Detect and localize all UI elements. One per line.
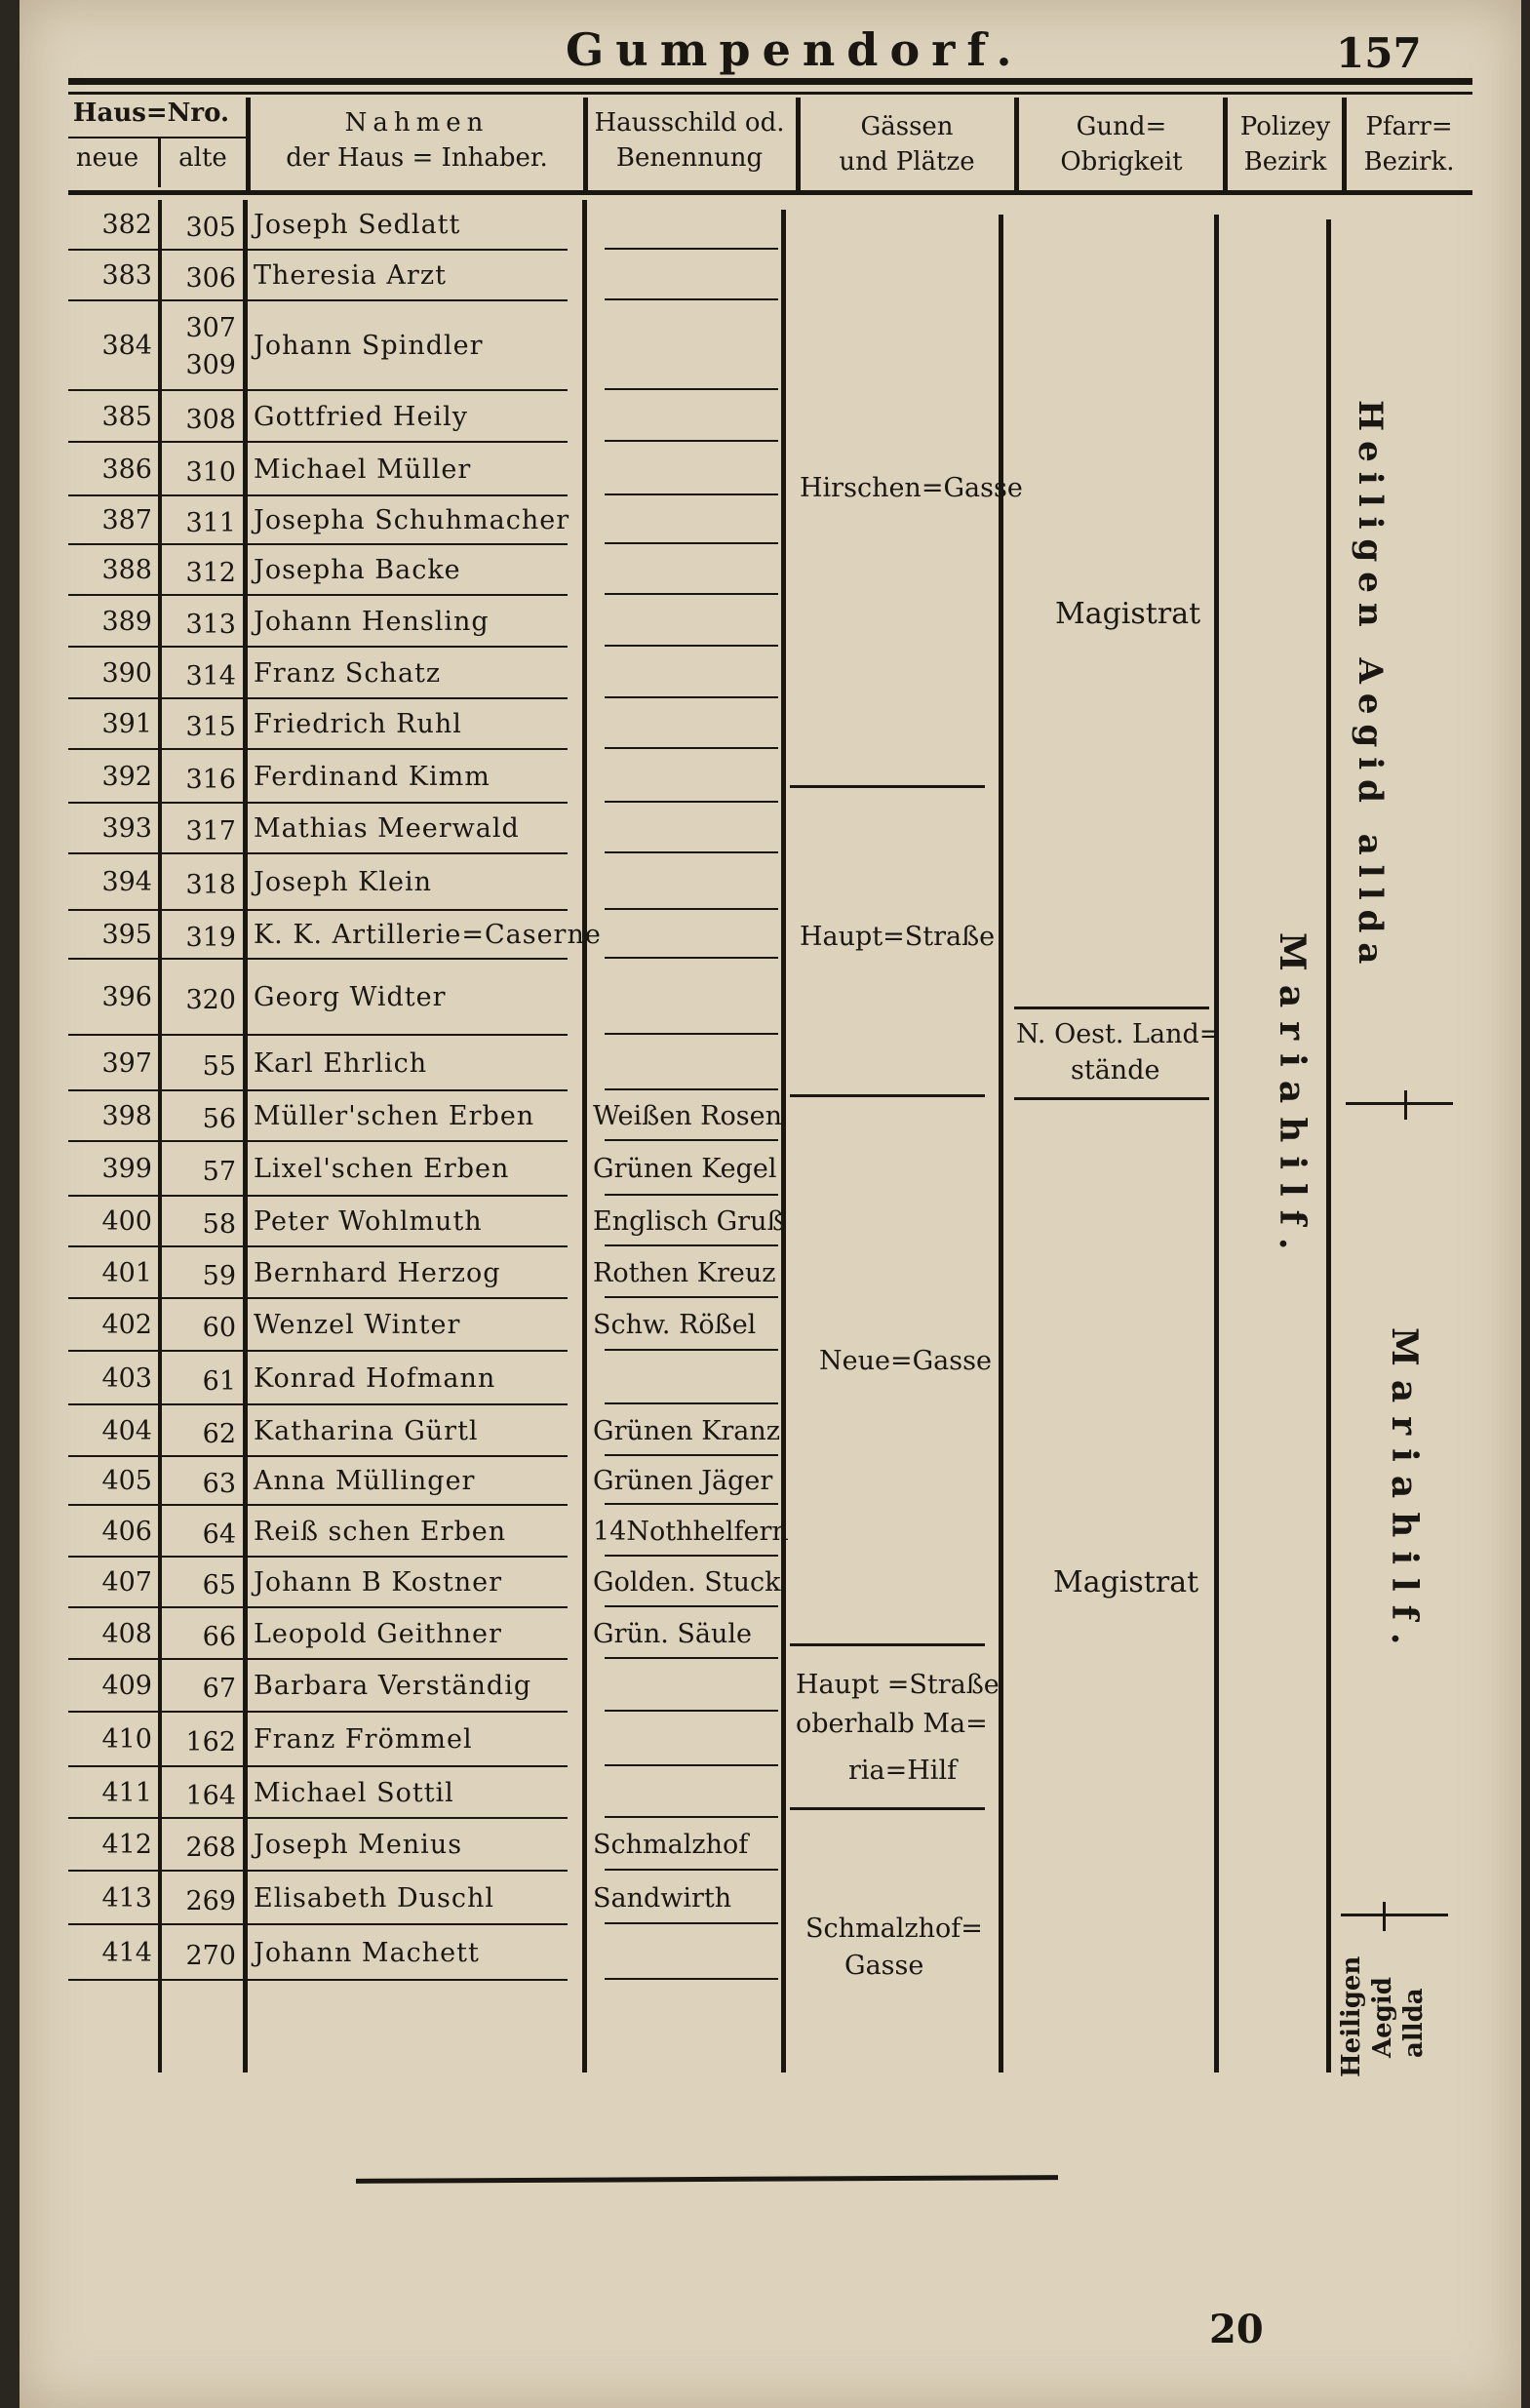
cell-neue: 401 [101,1257,152,1288]
row-rule-schild [605,696,778,698]
cell-alte: 308 [185,404,236,435]
row-rule-left [68,1403,244,1405]
row-rule-left [68,1923,244,1925]
cell-neue: 383 [101,260,152,291]
header-nahmen-2: der Haus = Inhaber. [286,143,548,173]
row-rule-name [246,1658,568,1660]
cell-alte: 58 [202,1209,236,1240]
cell-name: Ferdinand Kimm [254,761,490,792]
header-hausschild-1: Hausschild od. [594,108,785,138]
cell-neue: 414 [101,1937,152,1968]
header-nahmen-1: Nahmen [344,108,490,138]
gasse-haupt-oberhalb-1: Haupt =Straße [796,1670,1000,1700]
row-rule-left [68,249,244,251]
cell-alte: 307 309 [185,313,236,380]
cell-neue: 392 [101,761,152,792]
gasse-divider [790,1807,985,1810]
cell-neue: 398 [101,1101,152,1131]
row-rule-left [68,697,244,699]
row-rule-name [246,594,568,596]
row-rule-schild [605,645,778,647]
header-divider [246,98,251,193]
column-line-name [582,200,587,2072]
row-rule-name [246,1140,568,1142]
cell-name: Johann Spindler [254,331,484,361]
header-gassen-2: und Plätze [839,147,975,177]
row-rule-left [68,646,244,648]
row-rule-name [246,1403,568,1405]
cell-neue: 390 [101,657,152,689]
column-line-grund [1214,215,1219,2072]
cell-alte: 55 [202,1050,236,1082]
row-rule-left [68,1089,244,1091]
page-number: 157 [1336,29,1422,77]
cell-name: Katharina Gürtl [254,1415,479,1446]
cell-name: Georg Widter [254,982,447,1012]
header-divider [1342,98,1347,193]
cell-name: Josepha Backe [254,555,461,585]
row-rule-schild [605,1657,778,1659]
cell-alte: 269 [185,1885,236,1916]
cell-schild: Rothen Kreuz [593,1257,776,1288]
pfarr-heiligen-2c: allda [1399,1988,1429,2058]
cell-schild: Schmalzhof [593,1830,749,1860]
cell-neue: 407 [101,1567,152,1598]
cell-name: Josepha Schuhmacher [254,505,570,535]
row-rule-name [246,852,568,854]
cell-neue: 402 [101,1310,152,1340]
row-rule-name [246,1606,568,1608]
row-rule-schild [605,440,778,442]
header-grund-1: Gund= [1076,112,1167,141]
row-rule-name [246,494,568,496]
row-rule-left [68,1870,244,1872]
cell-name: Leopold Geithner [254,1618,502,1649]
row-rule-schild [605,1978,778,1980]
cell-neue: 408 [101,1618,152,1649]
row-rule-name [246,1297,568,1299]
cell-alte: 67 [202,1674,236,1704]
row-rule-left [68,748,244,750]
pfarr-heiligen-2b: Aegid [1368,1977,1397,2058]
cell-neue: 391 [101,709,152,739]
row-rule-name [246,1034,568,1036]
pfarr-tick [1383,1902,1386,1931]
row-rule-schild [605,801,778,803]
row-rule-name [246,1817,568,1819]
row-rule-schild [605,1555,778,1557]
cell-name: Joseph Klein [254,867,432,897]
pfarr-divider [1346,1102,1453,1105]
signature-mark: 20 [1209,2307,1264,2352]
row-rule-schild [605,1033,778,1035]
row-rule-left [68,1817,244,1819]
cell-neue: 385 [101,401,152,432]
cell-alte: 317 [185,816,236,847]
header-divider-small [158,138,161,187]
cell-name: Theresia Arzt [254,260,447,291]
cell-name: Reiß schen Erben [254,1516,507,1547]
row-rule-left [68,1658,244,1660]
gasse-haupt-oberhalb-2: oberhalb Ma= [796,1709,988,1739]
row-rule-name [246,697,568,699]
cell-name: Barbara Verständig [254,1671,532,1701]
cell-alte: 305 [185,212,236,243]
row-rule-schild [605,1710,778,1712]
cell-alte: 270 [185,1940,236,1971]
row-rule-left [68,1245,244,1247]
cell-alte: 162 [185,1727,236,1757]
cell-neue: 403 [101,1362,152,1394]
grund-landstaende-1: N. Oest. Land= [1016,1019,1222,1049]
cell-name: Bernhard Herzog [254,1257,501,1288]
row-rule-schild [605,1764,778,1766]
row-rule-schild [605,1454,778,1456]
header-divider [1223,98,1228,193]
cell-name: K. K. Artillerie=Caserne [254,920,602,950]
cell-neue: 399 [101,1154,152,1184]
row-rule-name [246,441,568,443]
pfarr-tick [1404,1090,1407,1120]
row-rule-schild [605,851,778,853]
cell-alte: 311 [185,508,236,538]
row-rule-schild [605,1605,778,1607]
cell-schild: Grün. Säule [593,1618,753,1649]
cell-name: Joseph Menius [254,1830,463,1860]
row-rule-name [246,1089,568,1091]
grund-divider [1014,1097,1209,1100]
row-rule-left [68,1606,244,1608]
cell-schild: Schw. Rößel [593,1310,757,1340]
row-rule-schild [605,747,778,749]
cell-neue: 393 [101,813,152,844]
row-rule-schild [605,1194,778,1196]
cell-alte: 315 [185,712,236,742]
cell-name: Franz Frömmel [254,1724,473,1755]
gasse-hirschen: Hirschen=Gasse [800,473,1023,503]
cell-name: Johann Hensling [254,606,490,637]
cell-neue: 406 [101,1516,152,1547]
cell-alte: 312 [185,558,236,588]
cell-name: Wenzel Winter [254,1310,461,1340]
cell-neue: 384 [101,331,152,361]
row-rule-left [68,802,244,804]
cell-alte: 314 [185,660,236,691]
header-sub-rule [68,137,246,138]
cell-name: Joseph Sedlatt [254,209,461,240]
row-rule-name [246,1504,568,1506]
header-hausschild-2: Benennung [615,143,764,173]
row-rule-name [246,389,568,391]
header-polizey-2: Bezirk [1243,147,1327,177]
cell-neue: 400 [101,1206,152,1237]
bottom-rule [356,2175,1058,2184]
cell-name: Müller'schen Erben [254,1101,535,1131]
row-rule-schild [605,493,778,495]
cell-neue: 404 [101,1415,152,1446]
row-rule-name [246,1765,568,1767]
row-rule-schild [605,1296,778,1298]
grund-divider [1014,1007,1209,1009]
cell-alte: 319 [185,923,236,953]
row-rule-name [246,802,568,804]
cell-alte: 57 [202,1157,236,1187]
row-rule-name [246,1245,568,1247]
row-rule-left [68,1034,244,1036]
gasse-schmalzhof-1: Schmalzhof= [805,1914,983,1944]
cell-neue: 412 [101,1830,152,1860]
row-rule-left [68,1504,244,1506]
cell-schild: Grünen Kranz [593,1415,780,1446]
row-rule-schild [605,1816,778,1818]
row-rule-schild [605,298,778,300]
cell-neue: 387 [101,505,152,535]
row-rule-schild [605,1088,778,1090]
row-rule-name [246,1870,568,1872]
row-rule-left [68,1556,244,1558]
gasse-divider [790,1094,985,1097]
row-rule-schild [605,957,778,959]
cell-neue: 394 [101,867,152,897]
row-rule-left [68,1765,244,1767]
row-rule-name [246,1195,568,1197]
header-haus-nro: Haus=Nro. [72,99,230,128]
cell-schild: Grünen Kegel [593,1154,777,1184]
cell-alte: 60 [202,1313,236,1343]
row-rule-left [68,909,244,911]
cell-name: Johann B Kostner [254,1567,503,1598]
row-rule-schild [605,542,778,544]
grund-landstaende-2: stände [1071,1055,1160,1086]
cell-schild: Englisch Gruß [593,1206,785,1237]
column-line-neue [158,200,162,2072]
row-rule-schild [605,1139,778,1141]
row-rule-schild [605,1244,778,1246]
row-rule-schild [605,388,778,390]
gasse-schmalzhof-2: Gasse [844,1951,924,1981]
header-pfarr-2: Bezirk. [1363,147,1455,177]
column-line-schild [781,210,786,2072]
header-neue: neue [75,143,139,173]
gasse-haupt: Haupt=Straße [800,922,996,952]
row-rule-left [68,852,244,854]
cell-name: Gottfried Heily [254,401,468,432]
cell-neue: 389 [101,606,152,637]
book-page [20,0,1521,2408]
cell-alte: 306 [185,263,236,294]
row-rule-left [68,1979,244,1981]
cell-schild: Weißen Rosen [593,1101,782,1131]
cell-name: Franz Schatz [254,657,442,689]
row-rule-name [246,1711,568,1713]
cell-name: Elisabeth Duschl [254,1882,495,1914]
row-rule-schild [605,248,778,250]
column-line-polizey [1326,219,1331,2072]
cell-alte: 63 [202,1469,236,1499]
pfarr-mariahilf: Mariahilf. [1384,1327,1425,1659]
cell-alte: 268 [185,1833,236,1863]
row-rule-schild [605,908,778,910]
row-rule-left [68,1195,244,1197]
header-gassen-1: Gässen [860,112,954,141]
row-rule-left [68,1297,244,1299]
cell-alte: 320 [185,985,236,1015]
cell-schild: Grünen Jäger [593,1466,773,1496]
row-rule-name [246,1350,568,1352]
grund-magistrat-2: Magistrat [1053,1565,1199,1599]
row-rule-name [246,1979,568,1981]
cell-schild: Sandwirth [593,1882,732,1914]
cell-name: Anna Müllinger [254,1466,476,1496]
cell-name: Michael Müller [254,454,472,485]
cell-name: Friedrich Ruhl [254,709,462,739]
cell-alte: 316 [185,764,236,795]
cell-schild: 14Nothhelfern [593,1516,789,1547]
row-rule-name [246,646,568,648]
cell-name: Lixel'schen Erben [254,1154,510,1184]
row-rule-schild [605,1922,778,1924]
header-pfarr-1: Pfarr= [1365,112,1453,141]
row-rule-left [68,1711,244,1713]
pfarr-heiligen-1: Heiligen Aegid allda [1351,400,1390,974]
gasse-haupt-oberhalb-3: ria=Hilf [848,1756,958,1786]
cell-alte: 164 [185,1780,236,1811]
row-rule-name [246,958,568,960]
row-rule-left [68,389,244,391]
cell-neue: 386 [101,454,152,485]
cell-neue: 396 [101,982,152,1012]
row-rule-schild [605,1503,778,1505]
row-rule-name [246,748,568,750]
row-rule-left [68,594,244,596]
cell-alte: 59 [202,1260,236,1291]
row-rule-name [246,1923,568,1925]
header-grund-2: Obrigkeit [1060,147,1183,177]
row-rule-left [68,494,244,496]
cell-alte: 66 [202,1621,236,1652]
row-rule-schild [605,1869,778,1871]
top-rule-thin [68,92,1472,95]
row-rule-left [68,299,244,301]
row-rule-left [68,441,244,443]
cell-neue: 413 [101,1882,152,1914]
cell-neue: 395 [101,920,152,950]
gasse-divider [790,785,985,788]
row-rule-name [246,1455,568,1457]
cell-neue: 410 [101,1724,152,1755]
header-polizey-1: Polizey [1239,112,1331,141]
row-rule-name [246,249,568,251]
row-rule-left [68,543,244,545]
header-divider [1014,98,1019,193]
header-bottom-rule [68,190,1472,195]
page-title: Gumpendorf. [566,23,1024,76]
top-rule [68,78,1472,85]
header-divider [583,98,588,193]
cell-alte: 56 [202,1104,236,1134]
cell-neue: 397 [101,1047,152,1079]
cell-alte: 61 [202,1365,236,1397]
cell-name: Konrad Hofmann [254,1362,496,1394]
row-rule-left [68,1455,244,1457]
cell-alte: 313 [185,609,236,640]
cell-name: Mathias Meerwald [254,813,520,844]
row-rule-schild [605,1402,778,1404]
row-rule-left [68,1140,244,1142]
polizey-mariahilf: Mariahilf. [1272,932,1313,1264]
header-divider [796,98,801,193]
cell-name: Johann Machett [254,1937,480,1968]
row-rule-left [68,958,244,960]
pfarr-heiligen-2a: Heiligen [1337,1955,1366,2077]
column-line-alte [243,200,248,2072]
gasse-divider [790,1643,985,1646]
cell-alte: 65 [202,1570,236,1600]
row-rule-name [246,543,568,545]
header-alte: alte [178,143,227,173]
cell-neue: 409 [101,1671,152,1701]
cell-name: Peter Wohlmuth [254,1206,483,1237]
cell-name: Michael Sottil [254,1777,454,1808]
pfarr-divider [1341,1914,1448,1916]
row-rule-schild [605,593,778,595]
cell-neue: 411 [101,1777,152,1808]
cell-schild: Golden. Stuck [593,1567,781,1598]
cell-neue: 405 [101,1466,152,1496]
row-rule-name [246,299,568,301]
grund-magistrat-1: Magistrat [1055,597,1201,631]
row-rule-left [68,1350,244,1352]
cell-neue: 382 [101,209,152,240]
cell-neue: 388 [101,555,152,585]
row-rule-schild [605,1349,778,1351]
cell-alte: 64 [202,1519,236,1550]
cell-alte: 318 [185,870,236,900]
row-rule-name [246,1556,568,1558]
cell-alte: 62 [202,1418,236,1449]
cell-alte: 310 [185,456,236,488]
cell-name: Karl Ehrlich [254,1047,428,1079]
row-rule-name [246,909,568,911]
gasse-neue: Neue=Gasse [819,1346,992,1376]
